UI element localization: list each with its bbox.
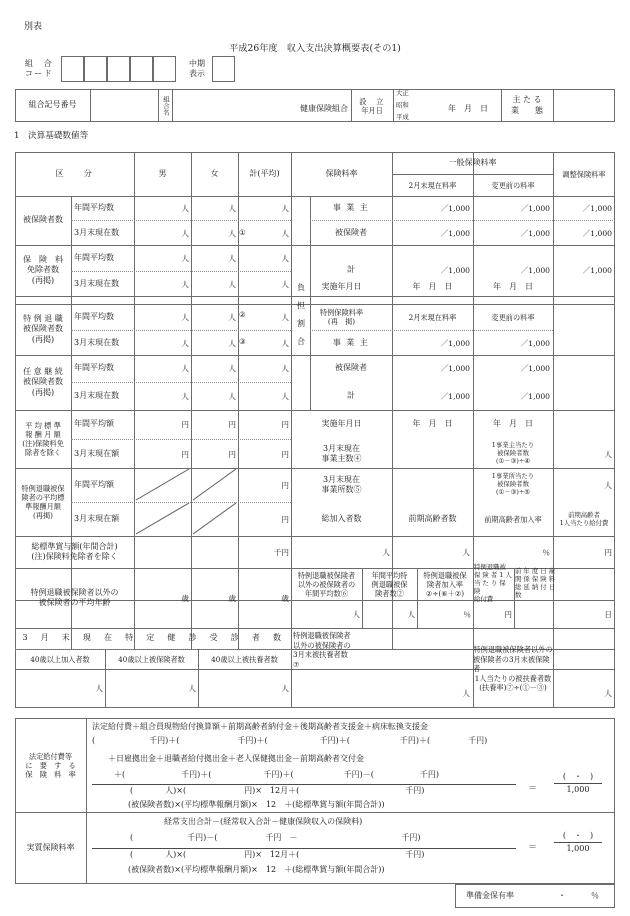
heikin-hyojun-annual-male[interactable]: 円 <box>181 420 189 429</box>
jisshi-date-feb[interactable]: 年 月 日 <box>412 282 453 292</box>
fuyosha-su-label: 特例退職被保険者 以外の被保険者の 3月末被扶養者数 ⑦ <box>293 631 351 669</box>
heikin-nenrei-female[interactable]: 歳 <box>228 593 236 603</box>
fuyoritsu-label: 特例退職被保険者以外の 被保険者の3月末被保険者 1人当たりの被扶養者数 (扶養率)⑦÷(①－③) <box>473 644 553 693</box>
rate-jigyonushi-before[interactable]: ／1,000 <box>520 203 550 213</box>
ninikeizoku-annual-total[interactable]: 人 <box>281 364 289 373</box>
heikin-hyojun-sub-march: 3月末現在額 <box>74 448 120 458</box>
rate-kei-feb[interactable]: ／1,000 <box>440 266 470 275</box>
row-label-menjosha: 保 険 料 免除者数 (再掲) <box>23 255 63 285</box>
col10-value[interactable]: 日 <box>604 609 612 619</box>
jigyosho-su-label: 3月末現在 事業所数⑤ <box>321 474 362 494</box>
formula2-equals: ＝ <box>528 843 538 853</box>
col6-value[interactable]: 人 <box>352 609 360 619</box>
formula2-result-bottom: 1,000 <box>566 844 590 854</box>
hihokensha-march-male[interactable]: 人 <box>181 228 189 238</box>
hihokensha-march-total[interactable]: 人 <box>281 228 289 238</box>
setsuritsu-label-line1: 設 立 <box>359 96 385 106</box>
betsu-label: 別表 <box>24 22 43 32</box>
hihokensha-sub-march: 3月末現在数 <box>74 227 120 237</box>
row-label-tokurei-taishoku: 特 例 退 職 被保険者数 (再掲) <box>23 314 63 344</box>
ninikeizoku-march-male[interactable]: 人 <box>181 392 189 401</box>
col-header-before-change: 変更前の料率 <box>491 180 535 190</box>
ninikeizoku-march-total[interactable]: 人 <box>281 392 289 401</box>
formula2-numerator-line2: ( 千円)－( 千円 － 千円) <box>130 833 421 842</box>
tokurei-march-male[interactable]: 人 <box>181 338 189 348</box>
hihokensha-annual-female[interactable]: 人 <box>228 203 236 213</box>
per-jigyosho-value[interactable]: 人 <box>604 480 612 490</box>
row-label-ninikeizoku: 任 意 継 続 被保険者数 (再掲) <box>23 367 63 397</box>
tokurei-rate-hihokensha-feb[interactable]: ／1,000 <box>440 364 470 373</box>
tokurei-rate-kei-before[interactable]: ／1,000 <box>520 392 550 401</box>
era-heisei[interactable]: 平成 <box>396 113 409 122</box>
ninikeizoku-annual-male[interactable]: 人 <box>181 364 189 373</box>
rate-hihokensha-before[interactable]: ／1,000 <box>520 228 550 238</box>
row-label-so-hyojun: 総標準賞与額(年間合計) (注)保険料免除者を除く <box>31 541 118 561</box>
tokurei-march-total[interactable]: 人 <box>281 338 289 348</box>
col8-header: 特例退職被保 険者加入率 ②÷(⑥＋②) <box>423 570 467 598</box>
kenshin-col2-value[interactable]: 人 <box>188 684 196 693</box>
rate-label-jigyonushi: 事 業 主 <box>332 202 370 212</box>
kumiai-code-box-1[interactable] <box>61 56 84 82</box>
kumiai-name-label: 組合名 <box>161 95 170 116</box>
per-jigyosho-label: 1事業所当たり 被保険者数 (①－③)÷⑤ <box>491 472 535 496</box>
hihokensha-annual-male[interactable]: 人 <box>181 203 189 213</box>
heikin-hyojun-march-male[interactable]: 円 <box>181 449 189 459</box>
kumiai-code-label <box>18 55 60 83</box>
kumiai-code-box-3[interactable] <box>107 56 130 82</box>
zenki-korei-ritsu-value[interactable]: ％ <box>542 547 550 557</box>
jisshi-date-before[interactable]: 年 月 日 <box>493 282 533 292</box>
rate-jigyonushi-chosei[interactable]: ／1,000 <box>582 203 612 213</box>
heikin-hyojun-sub-annual: 年間平均額 <box>74 419 114 429</box>
tokurei-sub-march: 3月末現在数 <box>74 337 120 347</box>
formula1-result-top[interactable]: ( ・ ) <box>562 772 594 781</box>
tokurei-rate-kei-feb[interactable]: ／1,000 <box>440 392 470 401</box>
so-kanyusha-value[interactable]: 人 <box>382 547 390 557</box>
tokurei-annual-female[interactable]: 人 <box>228 312 236 322</box>
col6-header: 特例退職被保険者 以外の被保険者の 年間平均数⑥ <box>297 570 356 598</box>
ninikeizoku-annual-female[interactable]: 人 <box>228 364 236 373</box>
kenshin-col2-header: 40歳以上被保険者数 <box>118 654 185 664</box>
menjosha-march-male[interactable]: 人 <box>181 279 189 289</box>
formula1-result[interactable] <box>548 772 608 795</box>
kigo-bango-value[interactable] <box>91 89 158 122</box>
jisshi-date-feb-2[interactable]: 年 月 日 <box>412 419 453 429</box>
kumiai-code-label-line2: コード <box>24 69 54 78</box>
zenki-korei-ritsu-label: 前期高齢者加入率 <box>484 515 542 524</box>
kumiai-code-label-line1: 組 合 <box>24 58 54 68</box>
kenshin-col1-value[interactable]: 人 <box>95 684 103 693</box>
kumiai-code-box-5[interactable] <box>153 56 176 82</box>
gyotai-label-line1: 主 た る <box>512 95 542 105</box>
rate-kei-before[interactable]: ／1,000 <box>520 266 550 275</box>
junbikin-label: 準備金保有率 <box>466 890 514 900</box>
zenki-korei-kyufu-value[interactable]: 円 <box>604 547 612 557</box>
zenki-korei-su-label: 前期高齢者数 <box>408 514 457 524</box>
jigyonushi-su-value[interactable] <box>392 440 470 468</box>
setsuritsu-date-value[interactable]: 年 月 日 <box>448 104 488 113</box>
formula1-denominator-line1: ( 人)×( 円)× 12月＋( 千円) <box>130 786 425 795</box>
kenshin-col3-header: 40歳以上被扶養者数 <box>211 654 278 664</box>
col-header-kubun: 区 分 <box>55 168 94 178</box>
futan-char-3: 割 <box>297 319 305 328</box>
kenshin-col1-header: 40歳以上加入者数 <box>30 654 90 664</box>
col7-header: 年間平均特 例退職被保 険者数② <box>371 570 408 598</box>
formula1-result-bottom: 1,000 <box>566 785 590 795</box>
marker-maru3: ③ <box>239 337 246 346</box>
section1-heading: 1 決算基礎数値等 <box>14 131 89 141</box>
heikin-nenrei-total[interactable]: 歳 <box>281 593 289 603</box>
rate-label-hihokensha: 被保険者 <box>335 227 367 237</box>
zenki-korei-su-value[interactable]: 人 <box>462 547 470 557</box>
junbikin-unit: ％ <box>591 890 599 900</box>
marker-maru1: ① <box>239 228 246 237</box>
formula1-numerator-line1: 法定給付費＋組合員現物給付換算額＋前期高齢者納付金＋後期高齢者支援金＋病床転換支援金 <box>92 722 428 731</box>
formula1-numerator-line2: ( 千円)＋( 千円)＋( 千円)＋( 千円)＋( 千円) <box>92 736 488 745</box>
heikin-hyojun-annual-total[interactable]: 円 <box>281 420 289 429</box>
fuyoritsu-value[interactable]: 人 <box>604 688 612 698</box>
formula2-body <box>90 815 520 881</box>
kenko-hoken-kumiai-label: 健康保険組合 <box>300 104 348 113</box>
kumiai-code-box-4[interactable] <box>130 56 153 82</box>
formula1-label: 法定給付費等 に 要 す る 保 険 料 率 <box>25 751 76 779</box>
formula2-denominator-line2: (被保険者数)×(平均標準報酬月額)× 12 ＋(総標準賞与額(年間合計)) <box>128 865 385 874</box>
era-showa[interactable]: 昭和 <box>396 101 409 110</box>
heikin-hyojun-march-female[interactable]: 円 <box>228 449 236 459</box>
heikin-hyojun-annual-female[interactable]: 円 <box>228 420 236 429</box>
formula1-numerator-line4: ＋( 千円)＋( 千円)＋( 千円)－( 千円) <box>114 770 439 779</box>
futan-char-2: 担 <box>297 300 305 310</box>
jisshi-nengappi-label-2: 実施年月日 <box>321 419 362 429</box>
tokurei-annual-male[interactable]: 人 <box>181 312 189 322</box>
rate-jigyonushi-feb[interactable]: ／1,000 <box>440 203 470 213</box>
menjosha-sub-march: 3月末現在数 <box>74 278 120 288</box>
tokurei-rate-feb-header: 2月末現在料率 <box>408 312 457 322</box>
tokurei-rate-label-kei: 計 <box>347 391 355 401</box>
ninikeizoku-march-female[interactable]: 人 <box>228 392 236 401</box>
tokurei-annual-total[interactable]: 人 <box>281 312 289 322</box>
tokurei-heikin-sub-march: 3月末現在額 <box>74 514 120 524</box>
setsuritsu-label-line2: 年月日 <box>361 105 383 115</box>
col-header-ippan: 一般保険料率 <box>448 157 497 167</box>
formula1-body <box>90 720 520 812</box>
formula2-result[interactable] <box>548 831 608 854</box>
menjosha-march-female[interactable]: 人 <box>228 279 236 289</box>
jigyonushi-su-label: 3月末現在 事業主数④ <box>321 443 362 463</box>
ninikeizoku-sub-annual: 年間平均数 <box>74 363 114 373</box>
futan-char-1: 負 <box>297 282 305 292</box>
menjosha-annual-total[interactable]: 人 <box>281 253 289 263</box>
col10-header: 前 年 度 日 雇 関 係 保 険 料 総 延 納 付 日 数 <box>515 567 556 599</box>
row-label-heikin-hyojun: 平 均 標 準 報 酬 月 額 (注)保険料免 除者を除く <box>22 421 64 457</box>
kumiai-code-box-2[interactable] <box>84 56 107 82</box>
jisshi-date-label-1 <box>291 296 392 304</box>
gyotai-label <box>501 89 553 122</box>
col-header-male: 男 <box>158 168 167 178</box>
heikin-hyojun-march-total[interactable]: 円 <box>281 449 289 459</box>
col-header-female: 女 <box>210 168 219 178</box>
jigyosho-su-value[interactable] <box>392 468 470 502</box>
formula2-denominator-line1: ( 人)×( 円)× 12月＋( 千円) <box>130 850 425 859</box>
heikin-nenrei-male[interactable]: 歳 <box>181 593 189 603</box>
marker-maru2: ② <box>239 310 246 319</box>
kenshin-col3-value[interactable]: 人 <box>281 684 289 693</box>
tokurei-rate-hihokensha-before[interactable]: ／1,000 <box>520 364 550 373</box>
hihokensha-sub-annual: 年間平均数 <box>74 202 114 212</box>
col8-value[interactable]: ％ <box>463 609 471 619</box>
midterm-label-line1: 中期 <box>189 58 205 68</box>
rate-label-kei: 計 <box>347 265 355 275</box>
formula2-numerator-line1: 経常支出合計－(経常収入合計－健康保険収入の保険料) <box>164 817 363 826</box>
col-header-rate: 保険料率 <box>325 168 358 178</box>
hihokensha-march-female[interactable]: 人 <box>228 228 236 238</box>
row-label-heikin-nenrei: 特例退職被保険者以外の 被保険者の平均年齢 <box>30 587 119 607</box>
row-label-tokurei-heikin: 特例退職被保 険者の平均標 準報酬月額 (再掲) <box>21 484 65 520</box>
gyotai-label-line2: 業 態 <box>511 105 543 115</box>
midterm-box-1[interactable] <box>212 56 235 82</box>
formula2-label: 実質保険料率 <box>26 842 75 852</box>
jisshi-nengappi-label: 実施年月日 <box>321 282 362 292</box>
tokurei-heikin-sub-annual: 年間平均額 <box>74 479 114 489</box>
setsuritsu-label <box>351 89 393 122</box>
tokurei-rate-jigyonushi-feb[interactable]: ／1,000 <box>440 338 470 348</box>
col9-value[interactable]: 円 <box>504 609 512 619</box>
row-label-hihokensha: 被保険者数 <box>23 215 63 225</box>
tokurei-rate-label-hihokensha: 被保険者 <box>335 363 367 373</box>
tokurei-rate-before-header: 変更前の料率 <box>491 312 535 322</box>
jisshi-date-before-2[interactable]: 年 月 日 <box>493 419 533 429</box>
per-jigyonushi-value[interactable]: 人 <box>604 449 612 459</box>
zenki-korei-kyufu-label: 前期高齢者 1人当たり給付費 <box>559 510 609 527</box>
formula2-result-top[interactable]: ( ・ ) <box>562 831 594 840</box>
per-jigyonushi-label: 1事業主当たり 被保険者数 (①－③)÷④ <box>491 441 535 465</box>
tokurei-heikin-march-total[interactable]: 円 <box>281 515 289 524</box>
tokurei-rate-header: 特例保険料率 (再 掲) <box>319 308 364 326</box>
tokurei-rate-jigyonushi-before[interactable]: ／1,000 <box>520 338 550 348</box>
col7-value[interactable]: 人 <box>407 609 415 619</box>
rate-kei-chosei[interactable]: ／1,000 <box>582 266 612 275</box>
kenshin-title: 3 月 末 現 在 特 定 健 診 受 診 者 数 <box>22 633 284 643</box>
tokurei-rate-label-jigyonushi: 事 業 主 <box>332 337 370 347</box>
menjosha-annual-male[interactable]: 人 <box>181 253 189 263</box>
rate-hihokensha-feb[interactable]: ／1,000 <box>440 228 470 238</box>
col-header-total: 計(平均) <box>249 168 280 178</box>
hihokensha-annual-total[interactable]: 人 <box>281 203 289 213</box>
tokurei-march-female[interactable]: 人 <box>228 338 236 348</box>
gyotai-value[interactable] <box>553 89 615 122</box>
futan-char-4: 合 <box>297 337 305 347</box>
tokurei-heikin-annual-total[interactable]: 円 <box>281 480 289 490</box>
formula1-numerator-line3: ＋日雇拠出金＋退職者給付拠出金＋老人保健拠出金－前期高齢者交付金 <box>108 754 364 763</box>
col9-header: 特例退職被 保 険 者 1 人 当 た り 保 険 給付費 <box>474 563 512 603</box>
page-title: 平成26年度 収入支出決算概要表(その1) <box>229 43 401 54</box>
junbikin-dot[interactable]: ・ <box>558 890 566 900</box>
era-taisho[interactable]: 大正 <box>396 89 409 97</box>
menjosha-march-total[interactable]: 人 <box>281 279 289 289</box>
col-header-feb-end: 2月末現在料率 <box>408 180 457 190</box>
ninikeizoku-sub-march: 3月末現在数 <box>74 391 120 401</box>
tokurei-sub-annual: 年間平均数 <box>74 311 114 321</box>
menjosha-annual-female[interactable]: 人 <box>228 253 236 263</box>
col-header-chosei: 調整保険料率 <box>562 169 606 179</box>
midterm-label-line2: 表示 <box>189 69 205 78</box>
so-hyojun-value[interactable]: 千円 <box>273 547 289 557</box>
formula1-equals: ＝ <box>528 784 538 794</box>
kigo-bango-label: 組合記号番号 <box>28 100 77 110</box>
rate-hihokensha-chosei[interactable]: ／1,000 <box>582 228 612 238</box>
fuyosha-su-value[interactable]: 人 <box>462 688 470 698</box>
midterm-label <box>184 55 210 83</box>
menjosha-sub-annual: 年間平均数 <box>74 252 114 262</box>
formula1-denominator-line2: (被保険者数)×(平均標準報酬月額)× 12 ＋(総標準賞与額(年間合計)) <box>128 800 385 809</box>
so-kanyusha-label: 総加入者数 <box>321 514 362 524</box>
era-group <box>396 90 436 122</box>
